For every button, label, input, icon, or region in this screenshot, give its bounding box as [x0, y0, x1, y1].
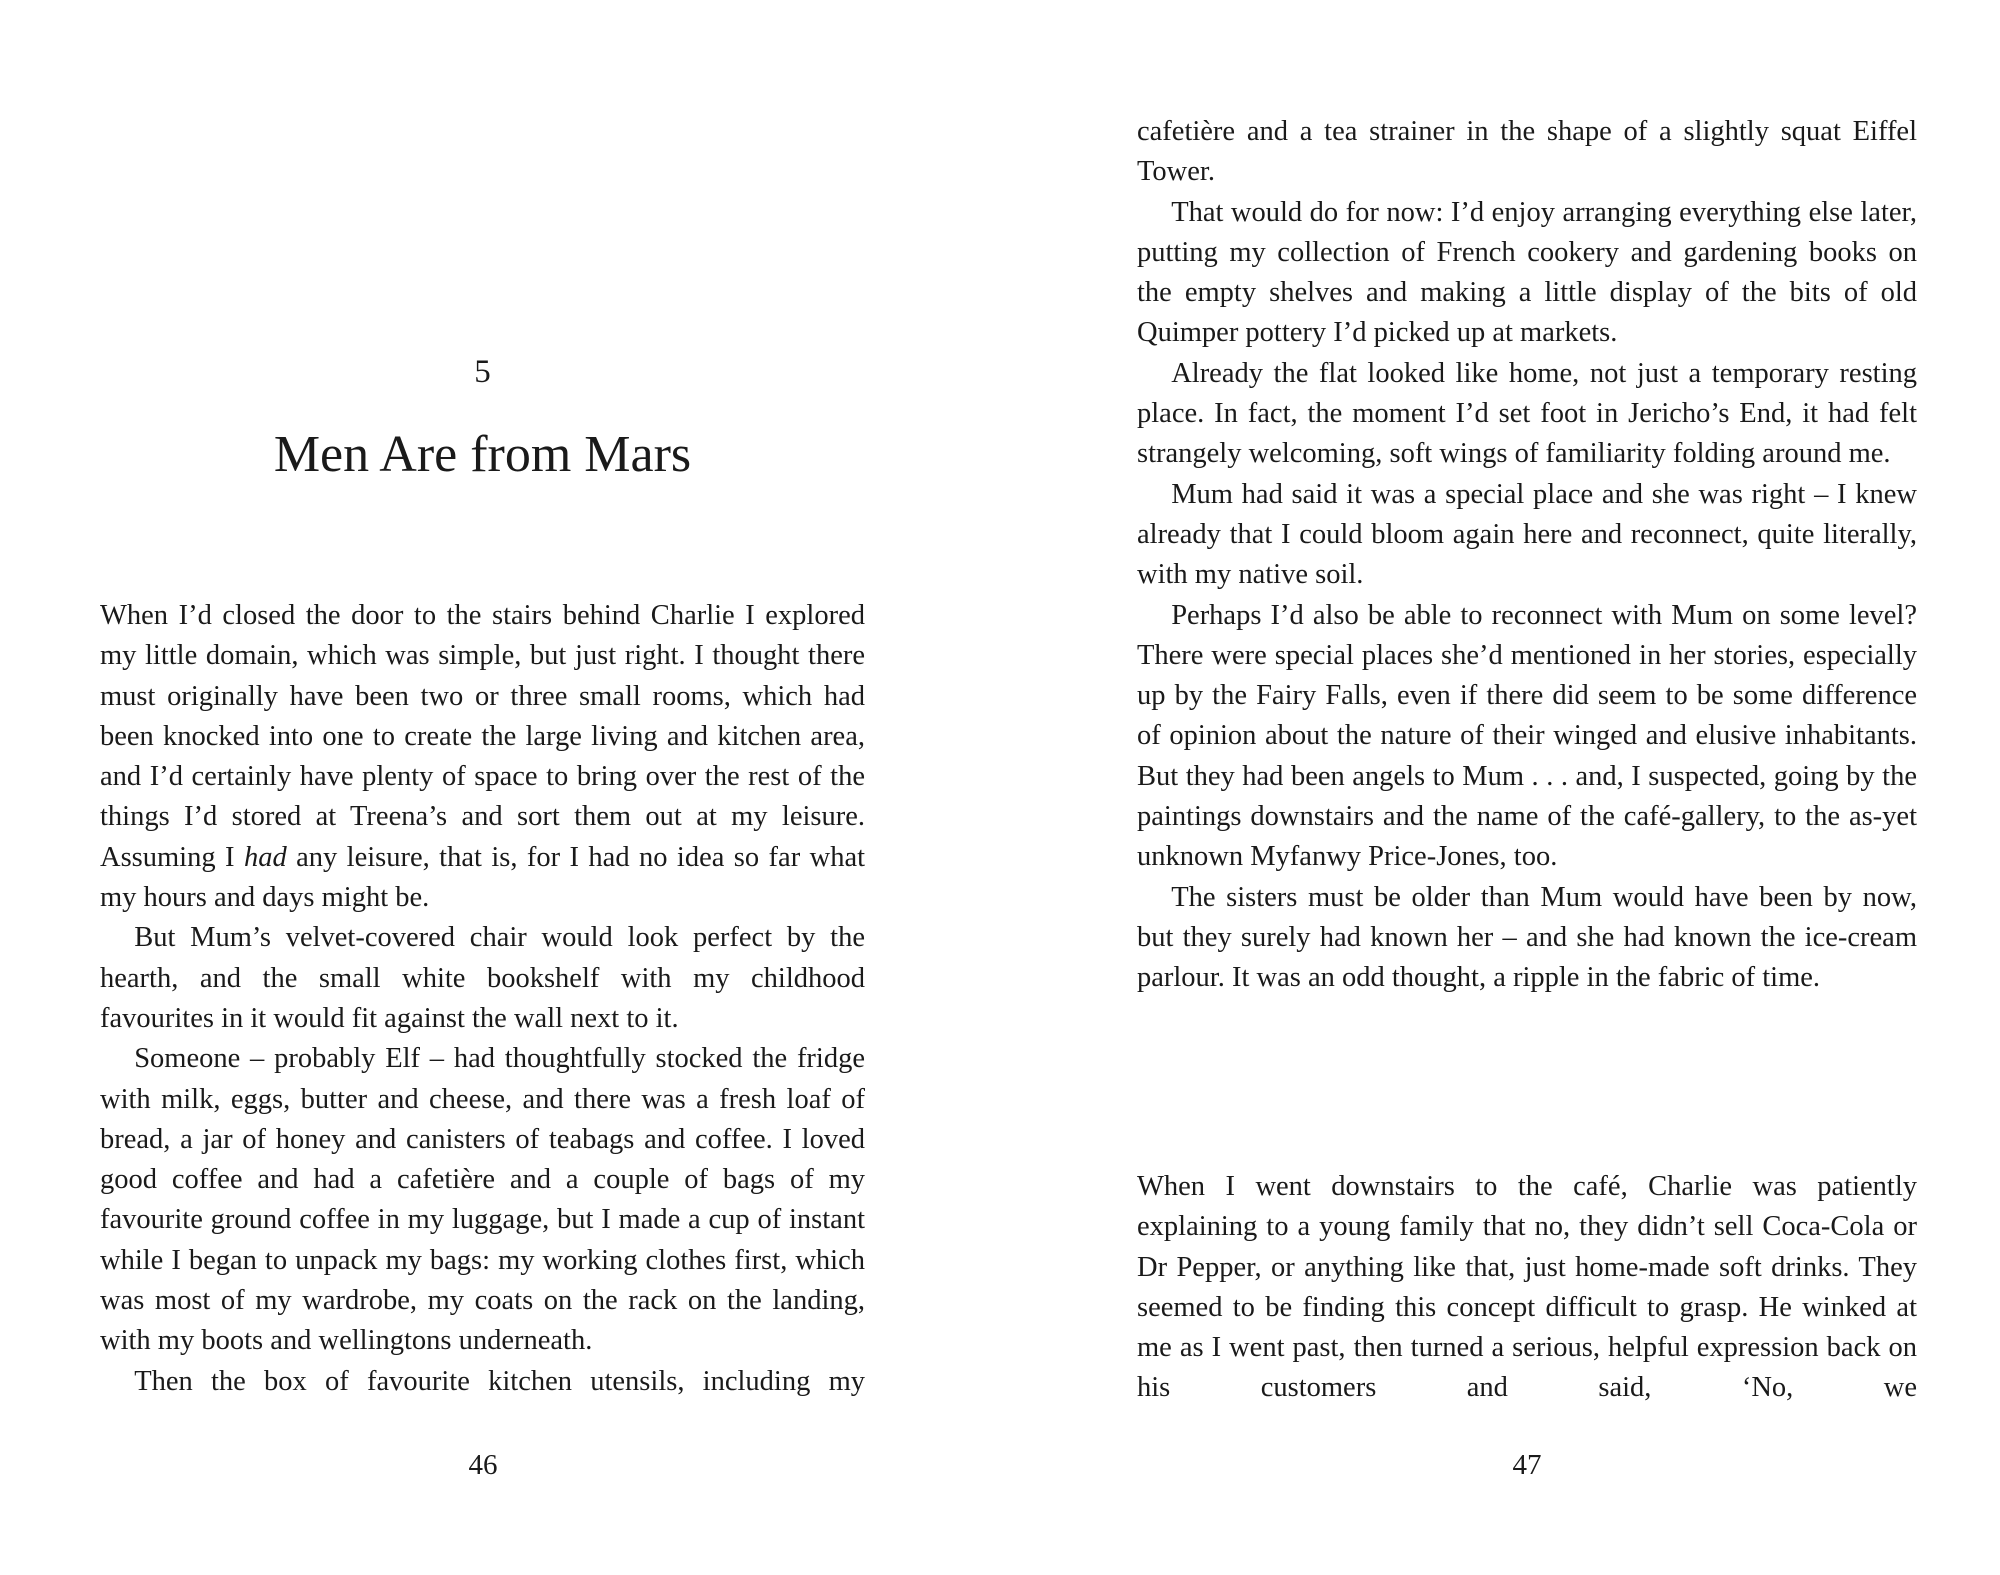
- paragraph: That would do for now: I’d enjoy arranging everything else later, putting my collection of French cookery and gardening books on the empty shelves and making a little display of the bits of old Quimper pottery I’d picked up at markets.: [1137, 196, 1917, 349]
- paragraph: Perhaps I’d also be able to reconnect with Mum on some level? There were special places she’d mentioned in her stories, especially up by the Fairy Falls, even if there did seem to be some difference of opinion about the nature of their winged and elusive inhabitants. But they had been angels to Mum . . . and, I suspected, going by the paintings downstairs and the name of the café-gallery, to the as-yet unknown Myfanwy Price-Jones, too.: [1137, 599, 1917, 873]
- chapter-title: Men Are from Mars: [273, 426, 692, 483]
- paragraph: But Mum’s velvet-covered chair would look perfect by the hearth, and the small white bookshelf with my childhood favourites in it would fit against the wall next to it.: [100, 922, 865, 1034]
- paragraph: The sisters must be older than Mum would have been by now, but they surely had known her – and she had known the ice-cream parlour. It was an odd thought, a ripple in the fabric of time.: [1137, 881, 1917, 994]
- left-page-body: [100, 596, 865, 1402]
- paragraph: When I’d closed the door to the stairs behind Charlie I explored my little domain, which was simple, but just right. I thought there must originally have been two or three small rooms, which had been knocked into one to create the large living and kitchen area, and I’d certainly have plenty of space to bring over the rest of the things I’d stored at Treena’s and sort them out at my leisure. Assuming I had any leisure, that is, for I had no idea so far what my hours and days might be.: [100, 600, 866, 914]
- paragraph: cafetière and a tea strainer in the shape of a slightly squat Eiffel Tower.: [1137, 116, 1917, 188]
- paragraph: Then the box of favourite kitchen utensils, including my: [134, 1365, 865, 1397]
- right-page-body-section-2: [1137, 1167, 1917, 1409]
- paragraph: When I went downstairs to the café, Charlie was patiently explaining to a young family that no, they didn’t sell Coca-Cola or Dr Pepper, or anything like that, just home-made soft drinks. They seemed to be finding this concept difficult to grasp. He winked at me as I went past, then turned a serious, helpful expression back on his customers and said, ‘No, we: [1137, 1171, 1917, 1404]
- right-page-body-section-1: [1137, 112, 1917, 999]
- paragraph: Mum had said it was a special place and she was right – I knew already that I could bloom again here and reconnect, quite literally, with my native soil.: [1137, 478, 1917, 591]
- page-number-right: 47: [1512, 1449, 1542, 1481]
- emphasis: had: [243, 841, 287, 873]
- chapter-number: 5: [474, 354, 491, 390]
- paragraph: Someone – probably Elf – had thoughtfully stocked the fridge with milk, eggs, butter and cheese, and there was a fresh loaf of bread, a jar of honey and canisters of teabags and coffee. I loved good coffee and had a cafetière and a couple of bags of my favourite ground coffee in my luggage, but I made a cup of instant while I began to unpack my bags: my working clothes first, which was most of my wardrobe, my coats on the rack on the landing, with my boots and wellingtons underneath.: [100, 1043, 865, 1357]
- paragraph: Already the flat looked like home, not just a temporary resting place. In fact, the moment I’d set foot in Jericho’s End, it had felt strangely welcoming, soft wings of familiarity folding around me.: [1137, 357, 1917, 470]
- page-number-left: 46: [468, 1449, 498, 1481]
- right-page: [1000, 0, 2000, 1575]
